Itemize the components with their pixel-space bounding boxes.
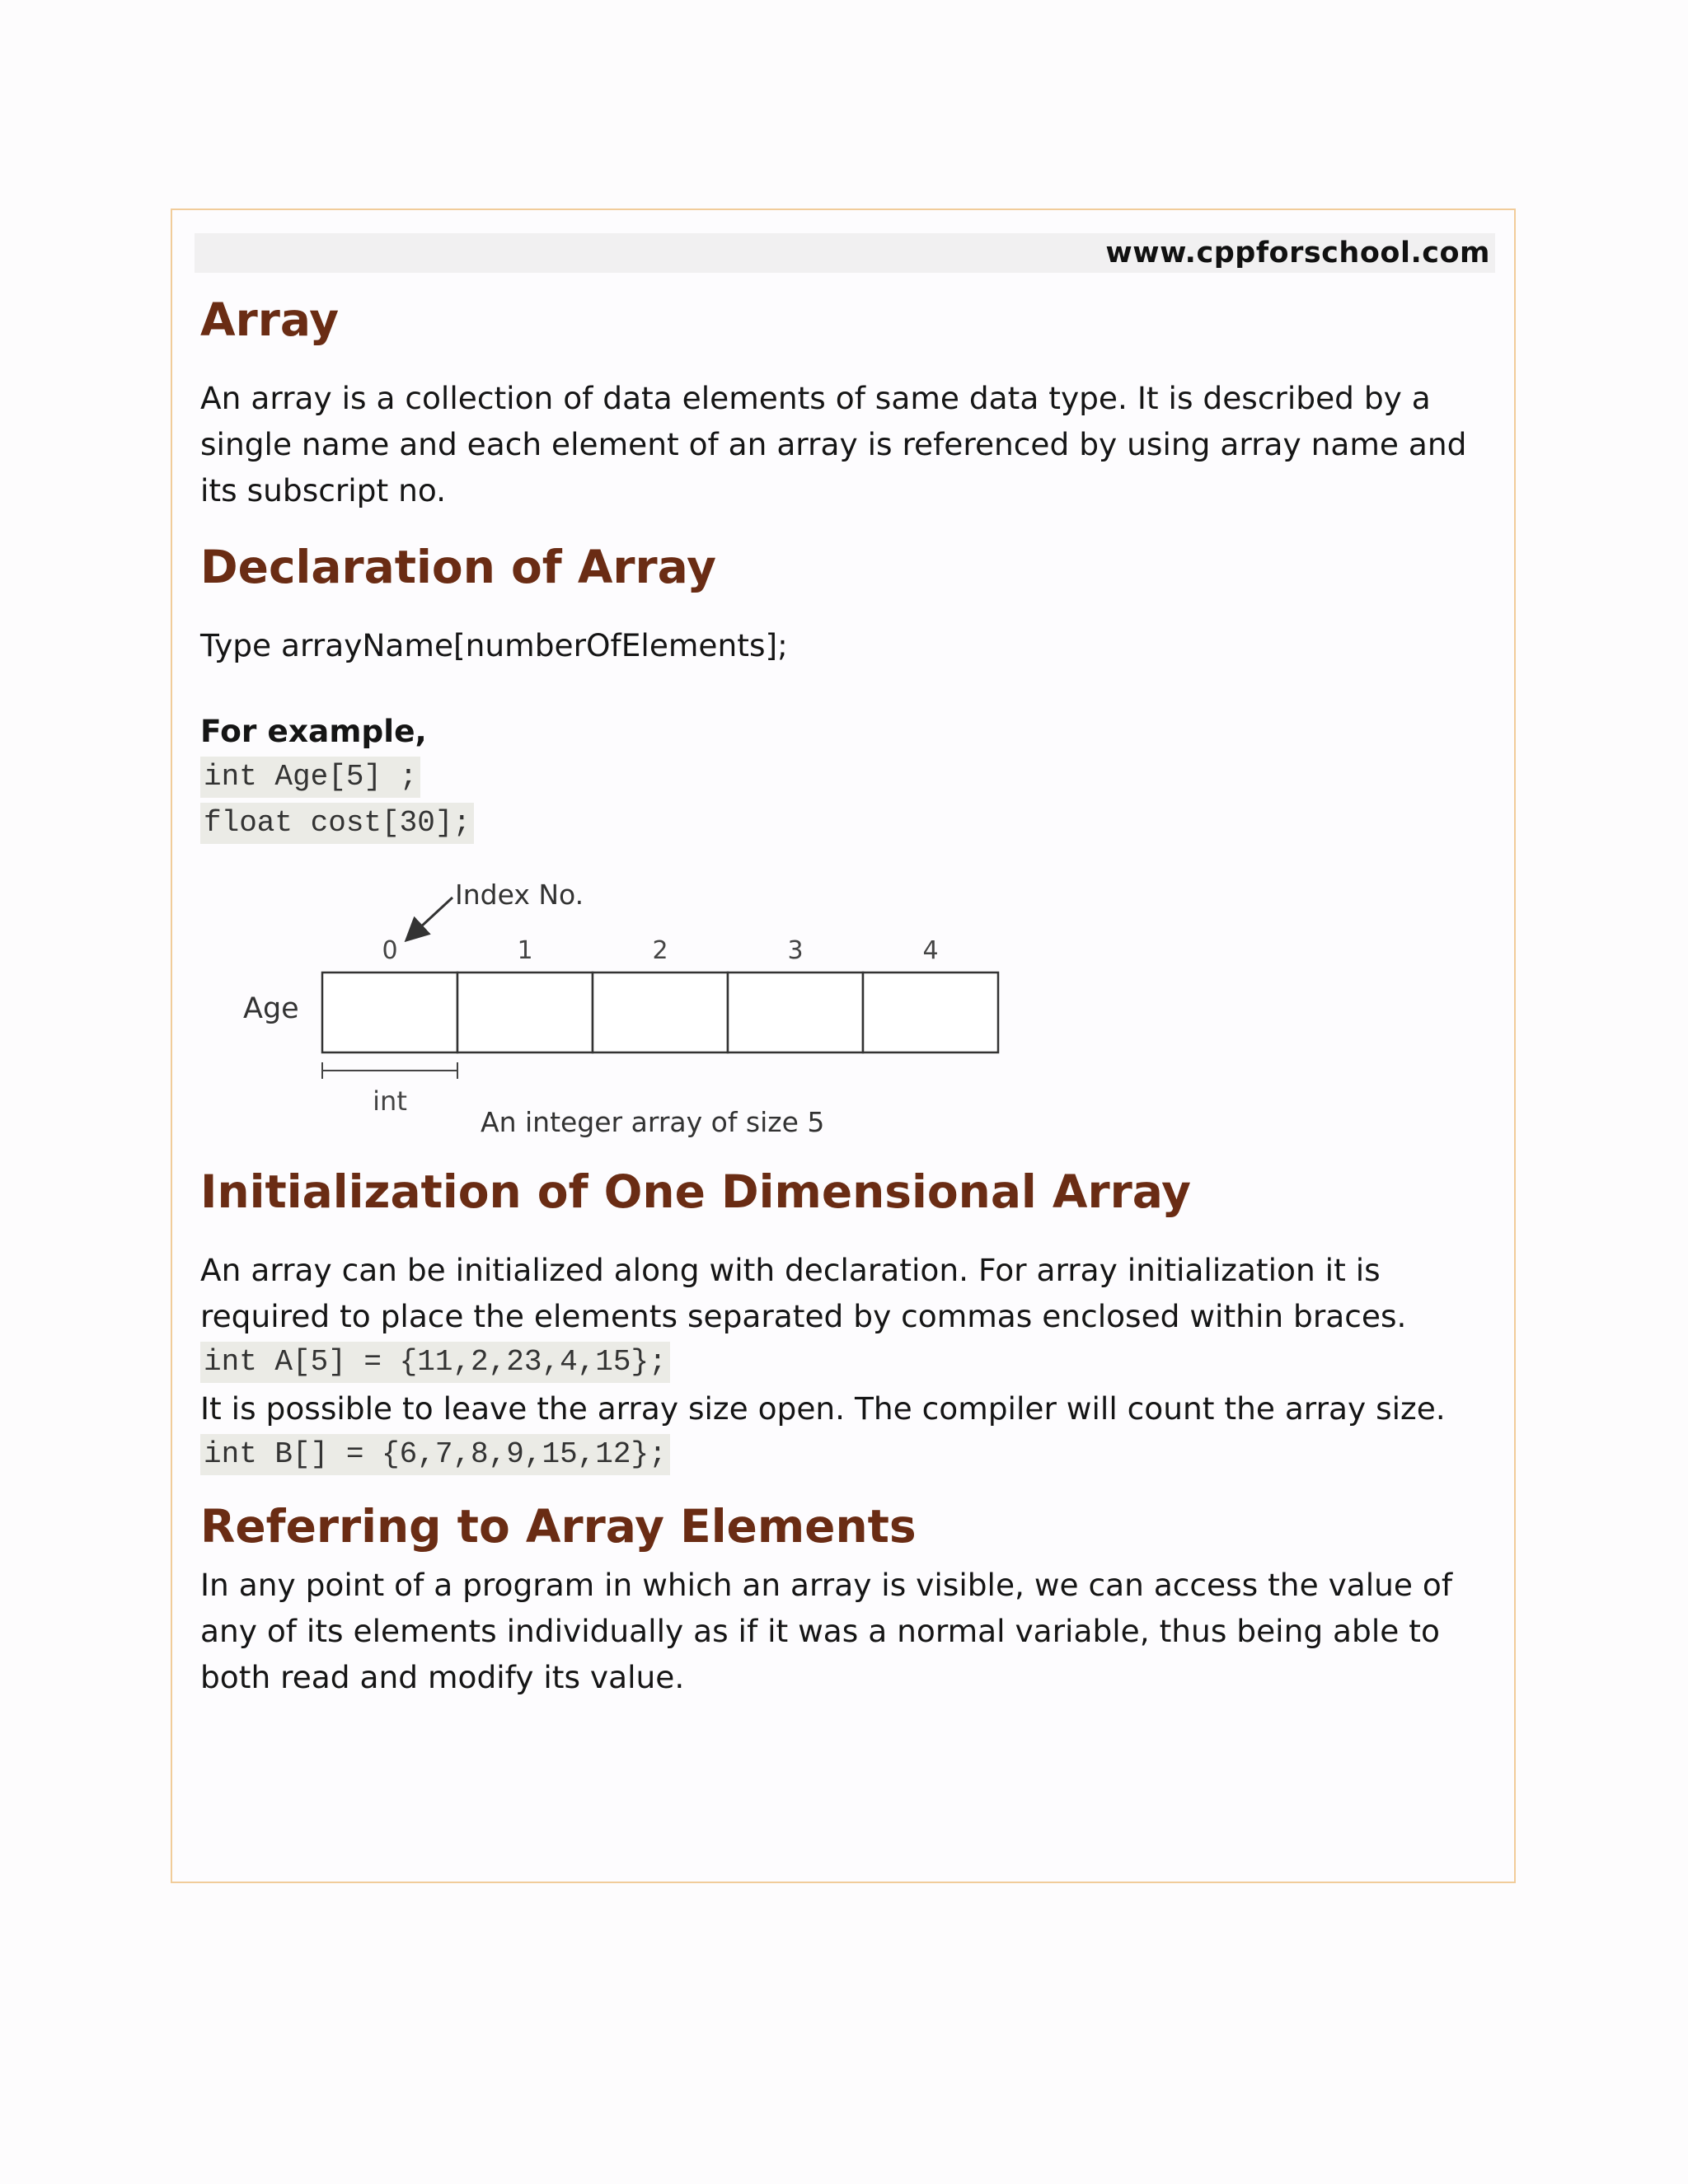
content bbox=[200, 293, 1494, 1700]
initialization-description: An array can be initialized along with declaration. For array initialization it is required to place the elements separated by commas enclosed within braces. bbox=[200, 1252, 1407, 1334]
index-label: 4 bbox=[922, 936, 939, 965]
site-url: www.cppforschool.com bbox=[1105, 237, 1490, 269]
declaration-syntax: Type arrayName[numberOfElements]; bbox=[200, 627, 788, 663]
heading-array: Array bbox=[200, 293, 340, 346]
heading-initialization: Initialization of One Dimensional Array bbox=[200, 1165, 1192, 1218]
array-cell bbox=[457, 972, 593, 1052]
code-snippet: int Age[5] ; bbox=[200, 757, 420, 798]
diagram-caption: An integer array of size 5 bbox=[481, 1106, 825, 1138]
initialization-note: It is possible to leave the array size open. The compiler will count the array size. bbox=[200, 1390, 1446, 1427]
array-description: An array is a collection of data elements of same data type. It is described by a single name and each element of an array is referenced by using array name and its subscript no. bbox=[200, 380, 1467, 509]
index-no-label: Index No. bbox=[455, 879, 584, 911]
referring-description: In any point of a program in which an array is visible, we can access the value of any of its elements individually as if it was a normal variable, thus being able to both read and modify its value. bbox=[200, 1567, 1453, 1695]
site-header-bar bbox=[195, 233, 1495, 273]
example-label: For example, bbox=[200, 713, 427, 749]
array-cell bbox=[593, 972, 728, 1052]
code-snippet: int B[] = {6,7,8,9,15,12}; bbox=[200, 1434, 670, 1475]
code-line bbox=[200, 1339, 1494, 1385]
index-label: 1 bbox=[517, 936, 533, 965]
array-cell bbox=[863, 972, 998, 1052]
array-name-label: Age bbox=[243, 992, 299, 1025]
page-frame bbox=[171, 209, 1516, 1883]
array-cell bbox=[322, 972, 457, 1052]
index-label: 3 bbox=[787, 936, 804, 965]
code-line bbox=[200, 1432, 1494, 1478]
array-diagram-figure bbox=[204, 879, 1028, 1143]
code-snippet: int A[5] = {11,2,23,4,15}; bbox=[200, 1342, 670, 1383]
heading-declaration: Declaration of Array bbox=[200, 541, 716, 593]
array-diagram bbox=[204, 879, 1494, 1146]
index-label: 0 bbox=[382, 936, 398, 965]
code-line bbox=[200, 754, 1494, 800]
heading-referring: Referring to Array Elements bbox=[200, 1500, 917, 1553]
index-arrow bbox=[408, 898, 452, 939]
code-snippet: float cost[30]; bbox=[200, 803, 474, 844]
element-type-label: int bbox=[373, 1085, 407, 1117]
index-label: 2 bbox=[652, 936, 668, 965]
array-cell bbox=[728, 972, 863, 1052]
code-line bbox=[200, 800, 1494, 846]
